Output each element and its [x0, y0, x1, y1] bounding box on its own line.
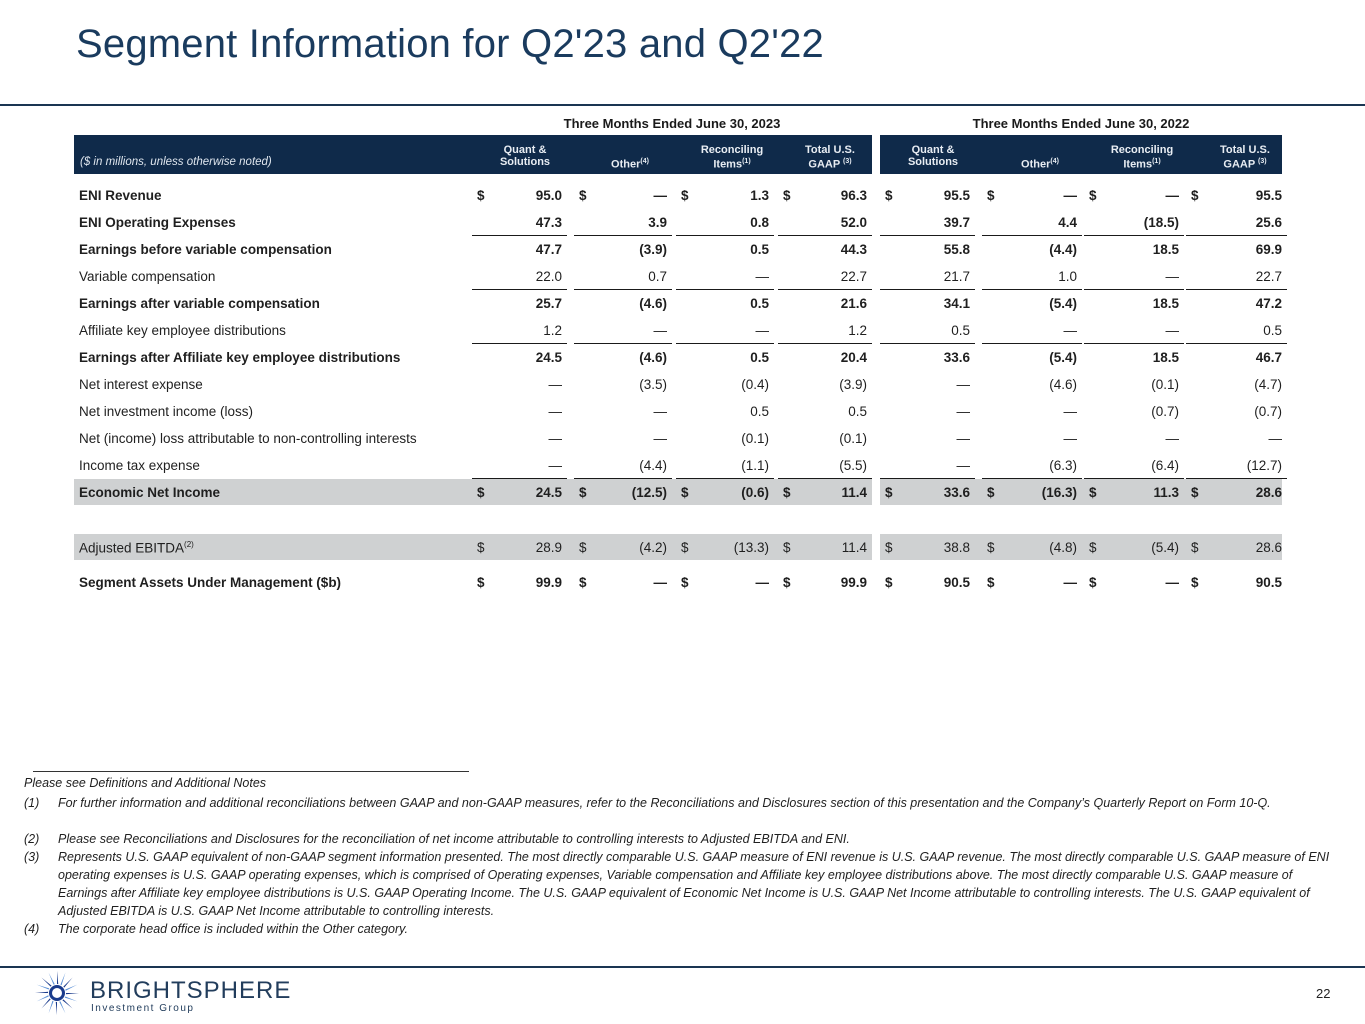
table-cell: —: [1063, 188, 1077, 203]
table-cell: (0.4): [741, 377, 769, 392]
table-cell: 0.5: [750, 296, 769, 311]
table-cell: —: [755, 269, 769, 284]
brightsphere-logo-icon: [34, 970, 80, 1016]
column-header: Reconciling Items$^{(1)}$: [1110, 144, 1174, 171]
currency-symbol: $: [477, 485, 485, 500]
row-label: Adjusted EBITDA$^{(2)}$: [79, 540, 194, 556]
column-header: Quant & Solutions: [499, 144, 551, 168]
currency-symbol: $: [885, 575, 893, 590]
table-cell: 95.5: [1255, 188, 1282, 203]
table-cell: —: [956, 404, 970, 419]
table-cell: 96.3: [840, 188, 867, 203]
footnote: (3) Represents U.S. GAAP equivalent of non-GAAP segment information presented. The most directly comparable U.S. GAAP measure of ENI revenue is U.S. GAAP revenue. The most directly comparable U.S. GAAP measure of ENI operating expenses is U.S. GAAP operating expenses, which is comprised of Operating expenses, Variable compensation and Affiliate key employee distributions above. The most directly comparable U.S. GAAP measure of Earnings after Affiliate key employee distributions is U.S. GAAP Operating Income. The U.S. GAAP equivalent of Economic Net Income is U.S. GAAP Net Income attributable to controlling interests. The U.S. GAAP equivalent of Adjusted EBITDA is U.S. GAAP Net Income attributable to controlling interests.: [24, 850, 1330, 918]
table-cell: 1.2: [543, 323, 562, 338]
row-label: Affiliate key employee distributions: [79, 323, 286, 338]
table-cell: 22.7: [840, 269, 867, 284]
table-cell: 33.6: [943, 350, 970, 365]
table-cell: (16.3): [1041, 485, 1077, 500]
table-cell: (3.5): [639, 377, 667, 392]
row-label: Income tax expense: [79, 458, 200, 473]
currency-symbol: $: [783, 485, 791, 500]
table-cell: 34.1: [943, 296, 970, 311]
table-cell: 33.6: [943, 485, 970, 500]
subtotal-rule: [1186, 289, 1287, 290]
table-cell: (4.6): [639, 350, 667, 365]
table-cell: 90.5: [943, 575, 970, 590]
row-label: Net investment income (loss): [79, 404, 254, 419]
brand-subtitle: Investment Group: [91, 1003, 195, 1014]
subtotal-rule: [778, 289, 872, 290]
subtotal-rule: [574, 289, 672, 290]
table-cell: 0.5: [1263, 323, 1282, 338]
table-cell: (4.2): [639, 540, 667, 555]
footnote: (1) For further information and additional reconciliations between GAAP and non-GAAP measures, refer to the Reconciliations and Disclosures section of this presentation and the Company’s Quarterly Report on Form 10-Q.: [24, 796, 1271, 810]
currency-symbol: $: [579, 485, 587, 500]
footer-divider: [0, 966, 1365, 968]
currency-symbol: $: [885, 540, 893, 555]
table-cell: —: [548, 458, 562, 473]
table-cell: —: [1063, 404, 1077, 419]
currency-symbol: $: [1191, 485, 1199, 500]
table-cell: 20.4: [840, 350, 867, 365]
table-cell: (4.6): [639, 296, 667, 311]
column-header: Reconciling Items$^{(1)}$: [700, 144, 764, 171]
table-cell: (3.9): [839, 377, 867, 392]
table-cell: 47.2: [1255, 296, 1282, 311]
table-cell: (3.9): [639, 242, 667, 257]
table-cell: 55.8: [943, 242, 970, 257]
table-cell: (1.1): [741, 458, 769, 473]
currency-symbol: $: [681, 575, 689, 590]
currency-symbol: $: [579, 540, 587, 555]
table-cell: 28.9: [535, 540, 562, 555]
currency-symbol: $: [783, 540, 791, 555]
table-cell: 28.6: [1255, 540, 1282, 555]
table-cell: (5.5): [839, 458, 867, 473]
table-cell: —: [755, 575, 769, 590]
table-cell: 46.7: [1255, 350, 1282, 365]
table-cell: (6.3): [1049, 458, 1077, 473]
currency-symbol: $: [579, 575, 587, 590]
currency-symbol: $: [987, 575, 995, 590]
currency-symbol: $: [1191, 575, 1199, 590]
subtotal-rule: [778, 235, 872, 236]
table-cell: (0.6): [741, 485, 769, 500]
column-header: Other$^{(4)}$: [1021, 158, 1059, 171]
table-cell: —: [653, 575, 667, 590]
table-cell: —: [1165, 323, 1179, 338]
table-cell: —: [653, 323, 667, 338]
subtotal-rule: [1186, 343, 1287, 344]
row-label: ENI Revenue: [79, 188, 162, 203]
row-label: Net interest expense: [79, 377, 203, 392]
row-label: Earnings after variable compensation: [79, 296, 320, 311]
table-cell: 0.5: [750, 350, 769, 365]
table-cell: 99.9: [840, 575, 867, 590]
table-cell: (4.4): [1049, 242, 1077, 257]
currency-symbol: $: [681, 540, 689, 555]
table-cell: (13.3): [733, 540, 769, 555]
table-cell: 0.5: [750, 242, 769, 257]
table-cell: —: [1165, 269, 1179, 284]
table-cell: 52.0: [840, 215, 867, 230]
table-cell: —: [956, 377, 970, 392]
table-cell: 25.6: [1255, 215, 1282, 230]
table-cell: 0.5: [750, 404, 769, 419]
table-cell: 69.9: [1255, 242, 1282, 257]
table-cell: (4.4): [639, 458, 667, 473]
table-cell: 44.3: [840, 242, 867, 257]
table-cell: 95.0: [535, 188, 562, 203]
table-cell: 11.4: [841, 485, 867, 500]
footnote: (2) Please see Reconciliations and Disclosures for the reconciliation of net income attributable to controlling interests to Adjusted EBITDA and ENI.: [24, 832, 850, 846]
table-cell: 21.7: [943, 269, 970, 284]
subtotal-rule: [880, 343, 975, 344]
currency-symbol: $: [783, 575, 791, 590]
title-divider: [0, 104, 1365, 106]
table-cell: —: [548, 377, 562, 392]
brand-name: BRIGHTSPHERE: [90, 977, 292, 1004]
table-cell: 95.5: [943, 188, 970, 203]
table-cell: (4.7): [1254, 377, 1282, 392]
row-label: Net (income) loss attributable to non-controlling interests: [79, 431, 417, 446]
table-cell: (5.4): [1049, 296, 1077, 311]
currency-symbol: $: [681, 485, 689, 500]
table-cell: (12.7): [1246, 458, 1282, 473]
table-cell: (4.8): [1049, 540, 1077, 555]
table-cell: —: [1165, 188, 1179, 203]
currency-symbol: $: [885, 188, 893, 203]
table-cell: 22.0: [535, 269, 562, 284]
table-cell: 47.7: [535, 242, 562, 257]
subtotal-rule: [1084, 235, 1184, 236]
table-cell: —: [1165, 575, 1179, 590]
subtotal-rule: [676, 343, 774, 344]
subtotal-rule: [982, 289, 1082, 290]
currency-symbol: $: [1191, 188, 1199, 203]
table-cell: 0.8: [750, 215, 769, 230]
currency-symbol: $: [987, 485, 995, 500]
currency-symbol: $: [1089, 540, 1097, 555]
currency-symbol: $: [1089, 485, 1097, 500]
table-cell: 18.5: [1152, 350, 1179, 365]
unit-label: ($ in millions, unless otherwise noted): [80, 156, 272, 168]
subtotal-rule: [472, 343, 567, 344]
subtotal-rule: [472, 235, 567, 236]
table-cell: (0.1): [1151, 377, 1179, 392]
currency-symbol: $: [1089, 575, 1097, 590]
subtotal-rule: [982, 235, 1082, 236]
table-cell: 0.5: [848, 404, 867, 419]
column-header: Total U.S. GAAP $^{(3)}$: [1220, 144, 1270, 171]
currency-symbol: $: [1089, 188, 1097, 203]
currency-symbol: $: [783, 188, 791, 203]
column-header: Total U.S. GAAP $^{(3)}$: [805, 144, 855, 171]
table-cell: 0.7: [648, 269, 667, 284]
table-cell: 11.4: [841, 540, 867, 555]
row-label: Earnings before variable compensation: [79, 242, 332, 257]
table-cell: (18.5): [1143, 215, 1179, 230]
page-title: Segment Information for Q2'23 and Q2'22: [76, 22, 824, 66]
table-cell: —: [653, 431, 667, 446]
row-label: ENI Operating Expenses: [79, 215, 236, 230]
column-header: Quant & Solutions: [907, 144, 959, 168]
table-cell: —: [956, 458, 970, 473]
table-cell: (0.1): [839, 431, 867, 446]
table-cell: 3.9: [648, 215, 667, 230]
subtotal-rule: [472, 289, 567, 290]
subtotal-rule: [778, 343, 872, 344]
table-cell: (0.7): [1254, 404, 1282, 419]
subtotal-rule: [574, 235, 672, 236]
subtotal-rule: [1084, 289, 1184, 290]
footnote-divider: [33, 771, 469, 772]
currency-symbol: $: [579, 188, 587, 203]
subtotal-rule: [574, 343, 672, 344]
table-cell: (5.4): [1049, 350, 1077, 365]
table-cell: —: [1165, 431, 1179, 446]
table-cell: —: [755, 323, 769, 338]
table-cell: 28.6: [1255, 485, 1282, 500]
table-cell: —: [1063, 575, 1077, 590]
table-cell: (0.1): [741, 431, 769, 446]
page-number: 22: [1316, 986, 1331, 1001]
currency-symbol: $: [477, 575, 485, 590]
table-cell: 22.7: [1255, 269, 1282, 284]
table-cell: —: [1063, 323, 1077, 338]
period-header-2022: Three Months Ended June 30, 2022: [972, 116, 1190, 131]
table-cell: —: [548, 404, 562, 419]
table-cell: (4.6): [1049, 377, 1077, 392]
table-cell: —: [653, 188, 667, 203]
table-cell: 38.8: [943, 540, 970, 555]
table-cell: 24.5: [535, 350, 562, 365]
currency-symbol: $: [1191, 540, 1199, 555]
table-cell: (5.4): [1151, 540, 1179, 555]
table-cell: —: [956, 431, 970, 446]
table-cell: 11.3: [1153, 485, 1179, 500]
currency-symbol: $: [477, 540, 485, 555]
subtotal-rule: [880, 235, 975, 236]
row-label: Segment Assets Under Management ($b): [79, 575, 342, 590]
table-cell: 18.5: [1152, 296, 1179, 311]
currency-symbol: $: [681, 188, 689, 203]
table-cell: 90.5: [1255, 575, 1282, 590]
table-cell: 21.6: [840, 296, 867, 311]
table-cell: 24.5: [535, 485, 562, 500]
table-cell: 25.7: [535, 296, 562, 311]
currency-symbol: $: [987, 540, 995, 555]
table-cell: 47.3: [535, 215, 562, 230]
table-cell: —: [548, 431, 562, 446]
footnote-intro: Please see Definitions and Additional Notes: [24, 776, 267, 790]
table-cell: 4.4: [1058, 215, 1077, 230]
row-label: Variable compensation: [79, 269, 216, 284]
subtotal-rule: [880, 289, 975, 290]
table-cell: —: [1268, 431, 1282, 446]
table-cell: 18.5: [1152, 242, 1179, 257]
column-header: Other$^{(4)}$: [611, 158, 649, 171]
row-label: Economic Net Income: [79, 485, 221, 500]
table-cell: 39.7: [943, 215, 970, 230]
footnote: (4) The corporate head office is included within the Other category.: [24, 922, 408, 936]
currency-symbol: $: [885, 485, 893, 500]
subtotal-rule: [676, 235, 774, 236]
currency-symbol: $: [477, 188, 485, 203]
period-header-2023: Three Months Ended June 30, 2023: [563, 116, 781, 131]
table-cell: (0.7): [1151, 404, 1179, 419]
subtotal-rule: [1186, 235, 1287, 236]
table-cell: 1.2: [848, 323, 867, 338]
subtotal-rule: [982, 343, 1082, 344]
table-cell: 1.0: [1058, 269, 1077, 284]
table-cell: 1.3: [750, 188, 769, 203]
subtotal-rule: [1084, 343, 1184, 344]
table-cell: —: [653, 404, 667, 419]
currency-symbol: $: [987, 188, 995, 203]
table-cell: (6.4): [1151, 458, 1179, 473]
table-cell: 0.5: [951, 323, 970, 338]
table-cell: (12.5): [631, 485, 667, 500]
subtotal-rule: [676, 289, 774, 290]
table-cell: —: [1063, 431, 1077, 446]
table-cell: 99.9: [535, 575, 562, 590]
row-label: Earnings after Affiliate key employee distributions: [79, 350, 401, 365]
